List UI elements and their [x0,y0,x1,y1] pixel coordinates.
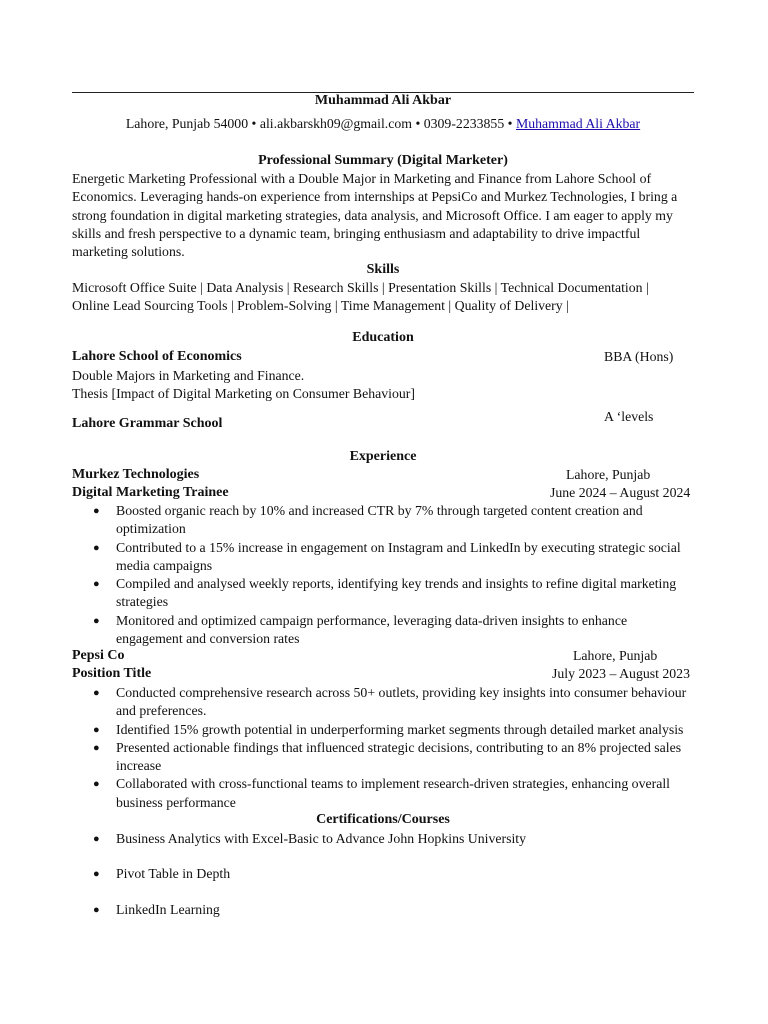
summary-line: Economics. Leveraging hands-on experience from internships at PepsiCo and Murkez Technologies, I bring a [72,189,678,205]
bullet-text: Monitored and optimized campaign performance, leveraging data-driven insights to enhance [116,612,628,628]
list-item [72,612,692,649]
job-role: Position Title [72,666,152,681]
job-dates: July 2023 – August 2023 [552,666,690,681]
job-location: Lahore, Punjab [573,648,658,663]
bullet-icon: ● [93,741,100,754]
bullet-text: Identified 15% growth potential in underperforming market segments through detailed market analysis [116,721,684,737]
bullet-text: optimization [116,521,186,537]
list-item [72,539,692,576]
list-item [72,865,692,883]
company-name: Murkez Technologies [72,467,200,482]
bullet-text: strategies [116,594,169,610]
profile-link[interactable]: Muhammad Ali Akbar [515,116,641,131]
summary-line: Energetic Marketing Professional with a Double Major in Marketing and Finance from Lahore School of [72,171,652,186]
list-item [72,721,692,739]
degree: A ‘levels [604,409,654,424]
contact-line [72,115,694,133]
contact-details: Lahore, Punjab 54000 • ali.akbarskh09@gmail.com • 0309-2233855 • [125,116,516,131]
bullet-text: Presented actionable findings that influenced strategic decisions, contributing to an 8% projected sales [116,739,682,755]
list-item [72,901,692,919]
certifications-list [72,830,692,919]
list-item [72,684,692,721]
certification-text: LinkedIn Learning [116,901,220,917]
bullet-text: increase [116,758,162,774]
experience-heading: Experience [349,449,417,464]
education-detail: Double Majors in Marketing and Finance. [72,368,305,383]
certification-text: Pivot Table in Depth [116,866,231,882]
education-details [72,367,690,404]
skills-line: Microsoft Office Suite | Data Analysis | Research Skills | Presentation Skills | Technical Documentation | [72,280,649,295]
bullet-icon: ● [93,833,100,845]
bullet-icon: ● [93,578,100,591]
list-item [72,502,692,539]
job-bullets [72,502,692,648]
bullet-icon: ● [93,903,100,916]
education-heading: Education [352,330,414,345]
summary-line: skills and fresh perspective to a dynamic team, bringing enthusiasm and adaptability to drive impactful [72,225,641,241]
list-item [72,575,692,612]
bullet-icon: ● [93,541,100,554]
bullet-text: engagement and conversion rates [116,631,300,647]
bullet-text: Conducted comprehensive research across 50+ outlets, providing key insights into consumer behaviour [116,685,687,700]
bullet-icon: ● [93,687,100,699]
summary-heading: Professional Summary (Digital Marketer) [258,153,508,168]
bullet-text: Collaborated with cross-functional teams to implement research-driven strategies, enhancing overall [116,776,670,792]
skills-list [72,279,690,316]
job-dates: June 2024 – August 2024 [550,485,691,500]
bullet-icon: ● [93,778,100,791]
summary-line: strong foundation in digital marketing strategies, data analysis, and Microsoft Office. I am eager to apply my [72,207,673,223]
bullet-text: Boosted organic reach by 10% and increased CTR by 7% through targeted content creation and [116,503,643,518]
company-name: Pepsi Co [72,648,125,663]
bullet-icon: ● [93,614,100,627]
bullet-text: and preferences. [116,703,207,719]
job-role: Digital Marketing Trainee [72,485,229,500]
list-item [72,739,692,776]
bullet-text: business performance [116,794,236,810]
bullet-text: Compiled and analysed weekly reports, identifying key trends and insights to refine digital marketing [116,576,677,592]
bullet-icon: ● [93,723,100,736]
bullet-icon: ● [93,868,100,881]
education-detail: Thesis [Impact of Digital Marketing on Consumer Behaviour] [72,386,415,402]
candidate-name: Muhammad Ali Akbar [314,93,452,108]
skills-line: Online Lead Sourcing Tools | Problem-Solving | Time Management | Quality of Delivery | [72,298,569,314]
bullet-text: Contributed to a 15% increase in engagement on Instagram and LinkedIn by executing strategic social [116,539,681,555]
summary-paragraph [72,170,690,261]
certifications-heading: Certifications/Courses [316,812,450,827]
certification-text: Business Analytics with Excel-Basic to Advance John Hopkins University [116,831,527,846]
job-bullets [72,684,692,812]
degree: BBA (Hons) [604,349,674,364]
list-item [72,775,692,812]
job-location: Lahore, Punjab [566,467,651,482]
list-item [72,830,692,848]
school-name: Lahore School of Economics [72,349,242,364]
bullet-icon: ● [93,505,100,517]
bullet-text: media campaigns [116,557,213,573]
summary-line: marketing solutions. [72,244,185,260]
school-name: Lahore Grammar School [72,416,223,431]
skills-heading: Skills [366,262,400,277]
